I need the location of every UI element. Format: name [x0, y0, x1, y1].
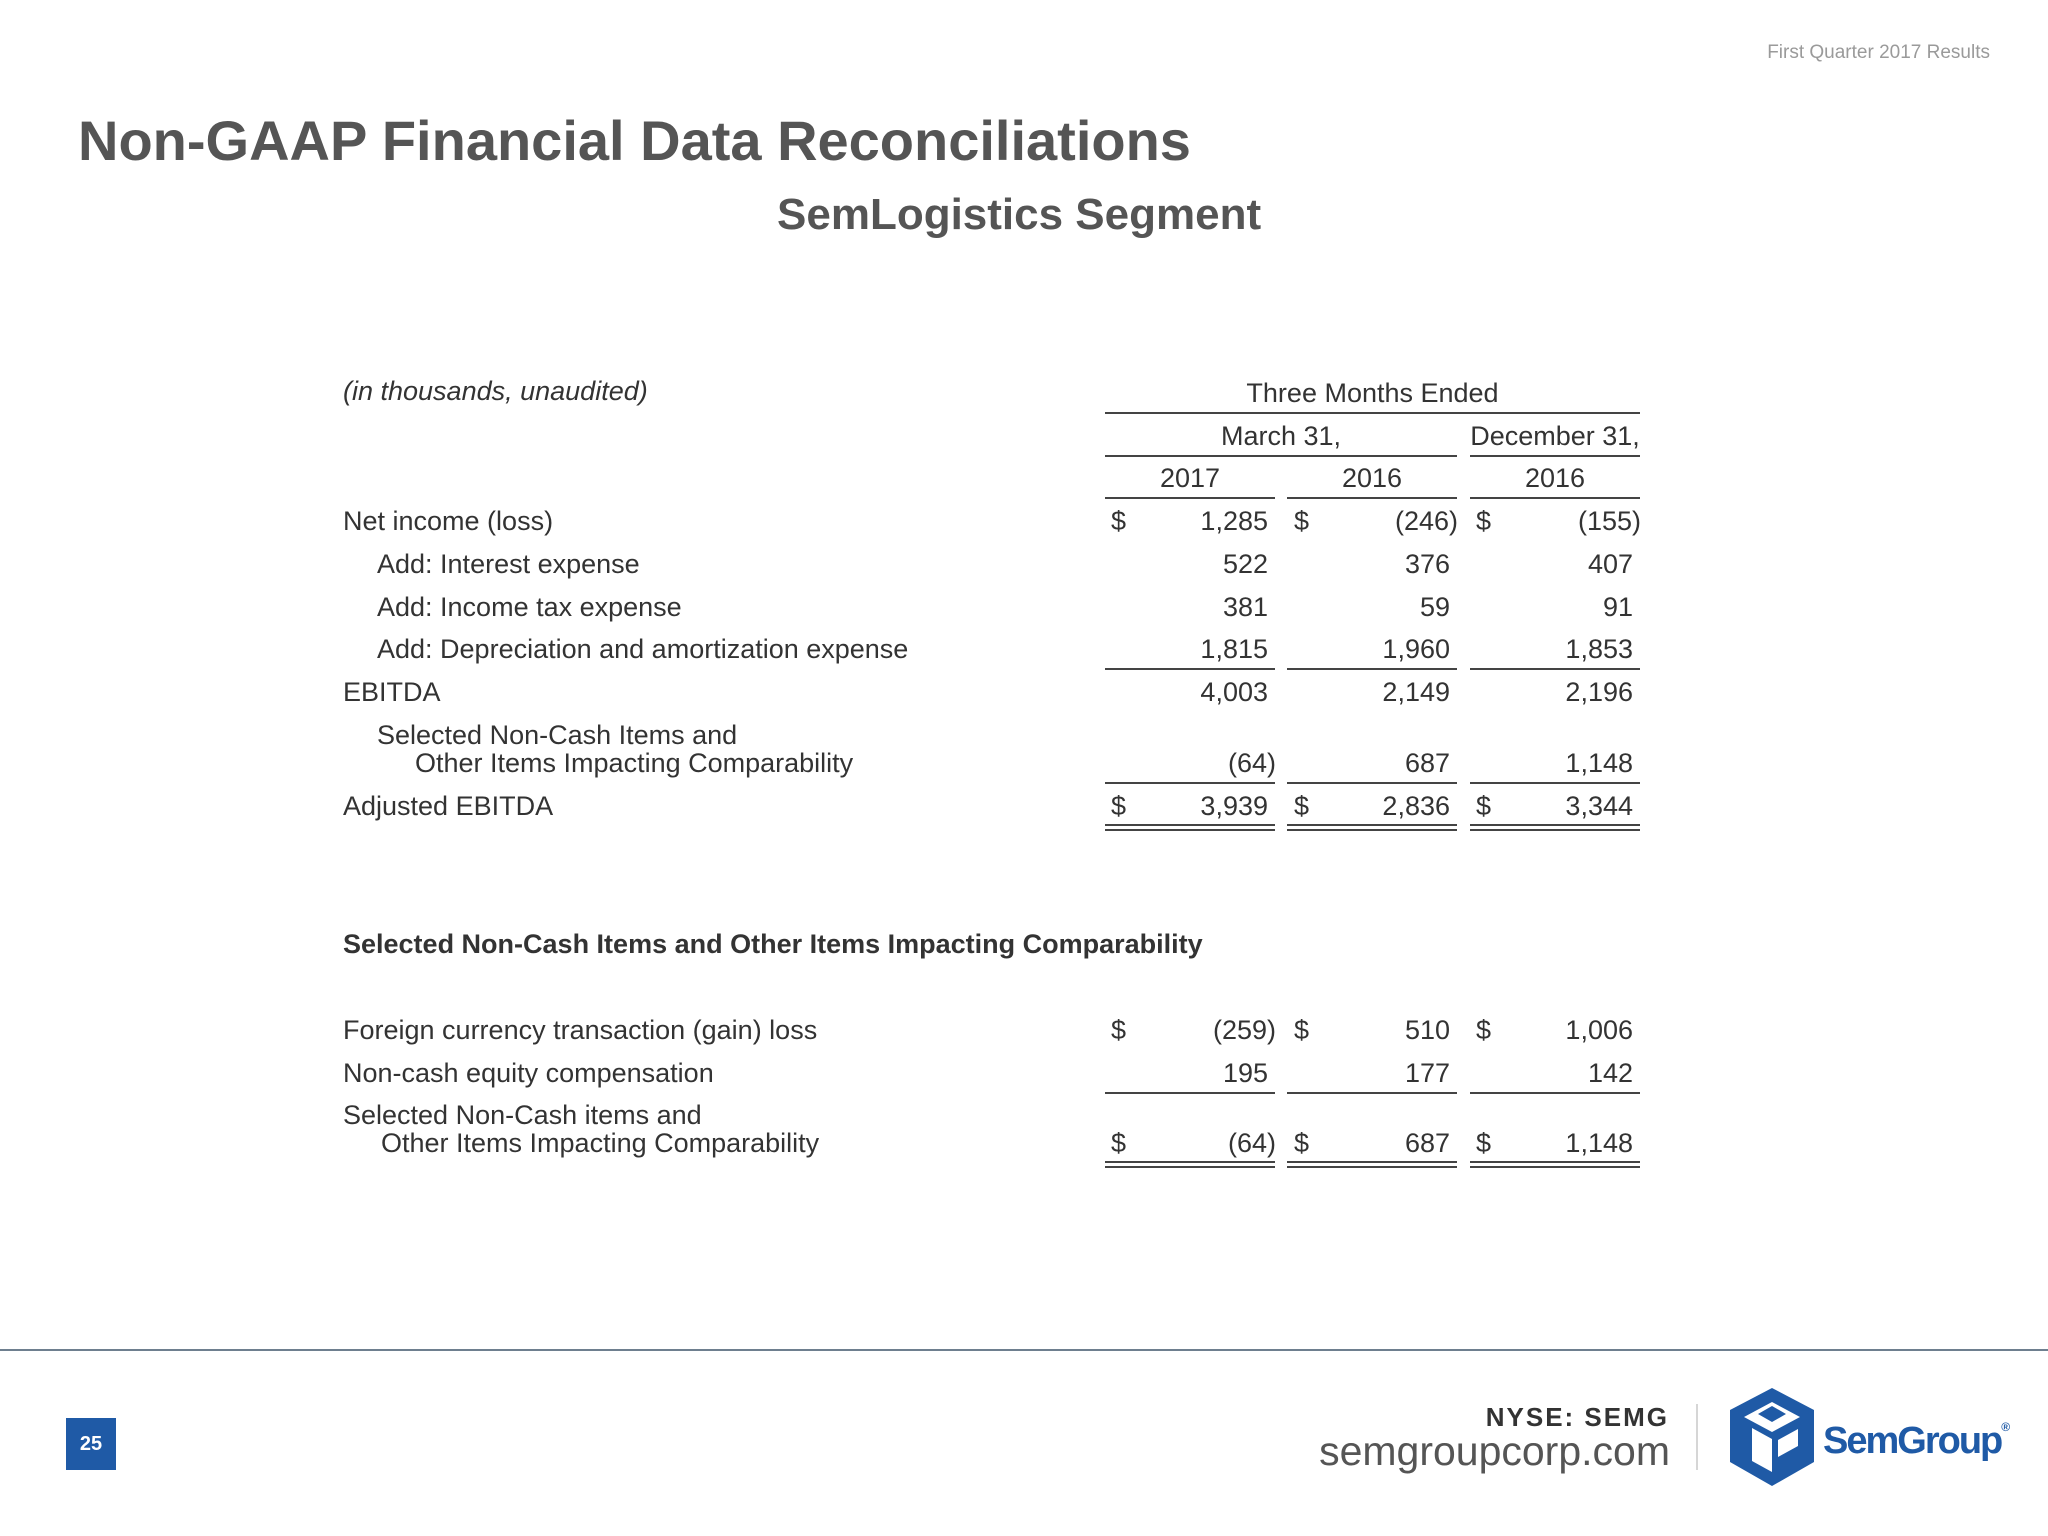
cell-value: 381 [1222, 592, 1268, 622]
subtitle-text: SemLogistics Segment [777, 190, 1262, 239]
currency-symbol: $ [1476, 506, 1492, 536]
currency-symbol: $ [1294, 1128, 1310, 1158]
total-double-rule [1105, 824, 1275, 831]
row-label: Add: Depreciation and amortization expense [377, 634, 909, 664]
group-header-march: March 31, [1220, 421, 1342, 451]
subtotal-rule [1105, 668, 1275, 670]
currency-symbol: $ [1111, 791, 1127, 821]
cell-value: 1,148 [1565, 1128, 1633, 1158]
cell-value: 1,815 [1200, 634, 1268, 664]
group-rule-december [1470, 455, 1640, 457]
subtotal-rule [1287, 782, 1457, 784]
ticker-label: NYSE: SEMG [1485, 1402, 1669, 1432]
subtotal-rule [1287, 1092, 1457, 1094]
year-header-2: 2016 [1341, 463, 1403, 493]
total-double-rule [1105, 1161, 1275, 1168]
subtotal-rule [1287, 668, 1457, 670]
currency-symbol: $ [1476, 1015, 1492, 1045]
cell-value: 2,836 [1382, 791, 1450, 821]
year-rule-3 [1470, 497, 1640, 499]
cell-value: (64) [1227, 748, 1276, 778]
cell-value: (155) [1577, 506, 1641, 536]
cell-value: 195 [1222, 1058, 1268, 1088]
currency-symbol: $ [1111, 1015, 1127, 1045]
subtotal-rule [1470, 1092, 1640, 1094]
cell-value: 1,285 [1200, 506, 1268, 536]
logo-registered-mark: ® [2001, 1420, 2009, 1434]
cell-value: 1,148 [1565, 748, 1633, 778]
section-heading: Selected Non-Cash Items and Other Items Impacting Comparability [343, 929, 1203, 959]
cell-value: (246) [1394, 506, 1458, 536]
row-label-line1: Selected Non-Cash items and [343, 1100, 702, 1130]
subtotal-rule [1470, 668, 1640, 670]
logo-wordmark: SemGroup [1823, 1420, 2002, 1462]
cell-value: 1,006 [1565, 1015, 1633, 1045]
cell-value: (259) [1212, 1015, 1276, 1045]
cell-value: 91 [1602, 592, 1633, 622]
cell-value: 3,939 [1200, 791, 1268, 821]
row-label-line2: Other Items Impacting Comparability [381, 1128, 820, 1158]
units-note: (in thousands, unaudited) [343, 376, 648, 406]
cell-value: 1,853 [1565, 634, 1633, 664]
semgroup-logo-text [1823, 1420, 2008, 1463]
cell-value: (64) [1227, 1128, 1276, 1158]
cell-value: 142 [1587, 1058, 1633, 1088]
row-label: EBITDA [343, 677, 441, 707]
group-header-december: December 31, [1470, 421, 1640, 451]
page-number: 25 [66, 1418, 116, 1470]
cell-value: 1,960 [1382, 634, 1450, 664]
semgroup-logo-icon [1722, 1384, 1822, 1490]
currency-symbol: $ [1476, 791, 1492, 821]
currency-symbol: $ [1294, 1015, 1310, 1045]
subtotal-rule [1105, 782, 1275, 784]
currency-symbol: $ [1111, 1128, 1127, 1158]
currency-symbol: $ [1294, 791, 1310, 821]
row-label: Foreign currency transaction (gain) loss [343, 1015, 818, 1045]
footer-separator [1696, 1404, 1698, 1470]
total-double-rule [1287, 824, 1457, 831]
header-note: First Quarter 2017 Results [1767, 42, 1990, 63]
row-label-line2: Other Items Impacting Comparability [415, 748, 854, 778]
cell-value: 407 [1587, 549, 1633, 579]
row-label: Non-cash equity compensation [343, 1058, 714, 1088]
footer-rule [0, 1349, 2048, 1351]
page-title: Non-GAAP Financial Data Reconciliations [78, 109, 1191, 172]
row-label: Add: Interest expense [377, 549, 640, 579]
total-double-rule [1470, 1161, 1640, 1168]
period-header: Three Months Ended [1246, 378, 1499, 408]
row-label: Adjusted EBITDA [343, 791, 554, 821]
row-label: Net income (loss) [343, 506, 554, 536]
cell-value: 687 [1404, 1128, 1450, 1158]
row-label-line1: Selected Non-Cash Items and [377, 720, 738, 750]
cell-value: 59 [1419, 592, 1450, 622]
website-label: semgroupcorp.com [1319, 1428, 1670, 1474]
cell-value: 2,196 [1565, 677, 1633, 707]
row-label: Add: Income tax expense [377, 592, 682, 622]
total-double-rule [1470, 824, 1640, 831]
cell-value: 687 [1404, 748, 1450, 778]
subtotal-rule [1470, 782, 1640, 784]
cell-value: 177 [1404, 1058, 1450, 1088]
cell-value: 3,344 [1565, 791, 1633, 821]
currency-symbol: $ [1294, 506, 1310, 536]
cell-value: 2,149 [1382, 677, 1450, 707]
year-rule-1 [1105, 497, 1275, 499]
subtotal-rule [1105, 1092, 1275, 1094]
year-header-1: 2017 [1159, 463, 1221, 493]
cell-value: 376 [1404, 549, 1450, 579]
group-rule-march [1105, 455, 1457, 457]
cell-value: 522 [1222, 549, 1268, 579]
year-rule-2 [1287, 497, 1457, 499]
period-header-rule [1105, 412, 1640, 414]
cell-value: 510 [1404, 1015, 1450, 1045]
currency-symbol: $ [1476, 1128, 1492, 1158]
year-header-3: 2016 [1524, 463, 1586, 493]
cell-value: 4,003 [1200, 677, 1268, 707]
currency-symbol: $ [1111, 506, 1127, 536]
total-double-rule [1287, 1161, 1457, 1168]
